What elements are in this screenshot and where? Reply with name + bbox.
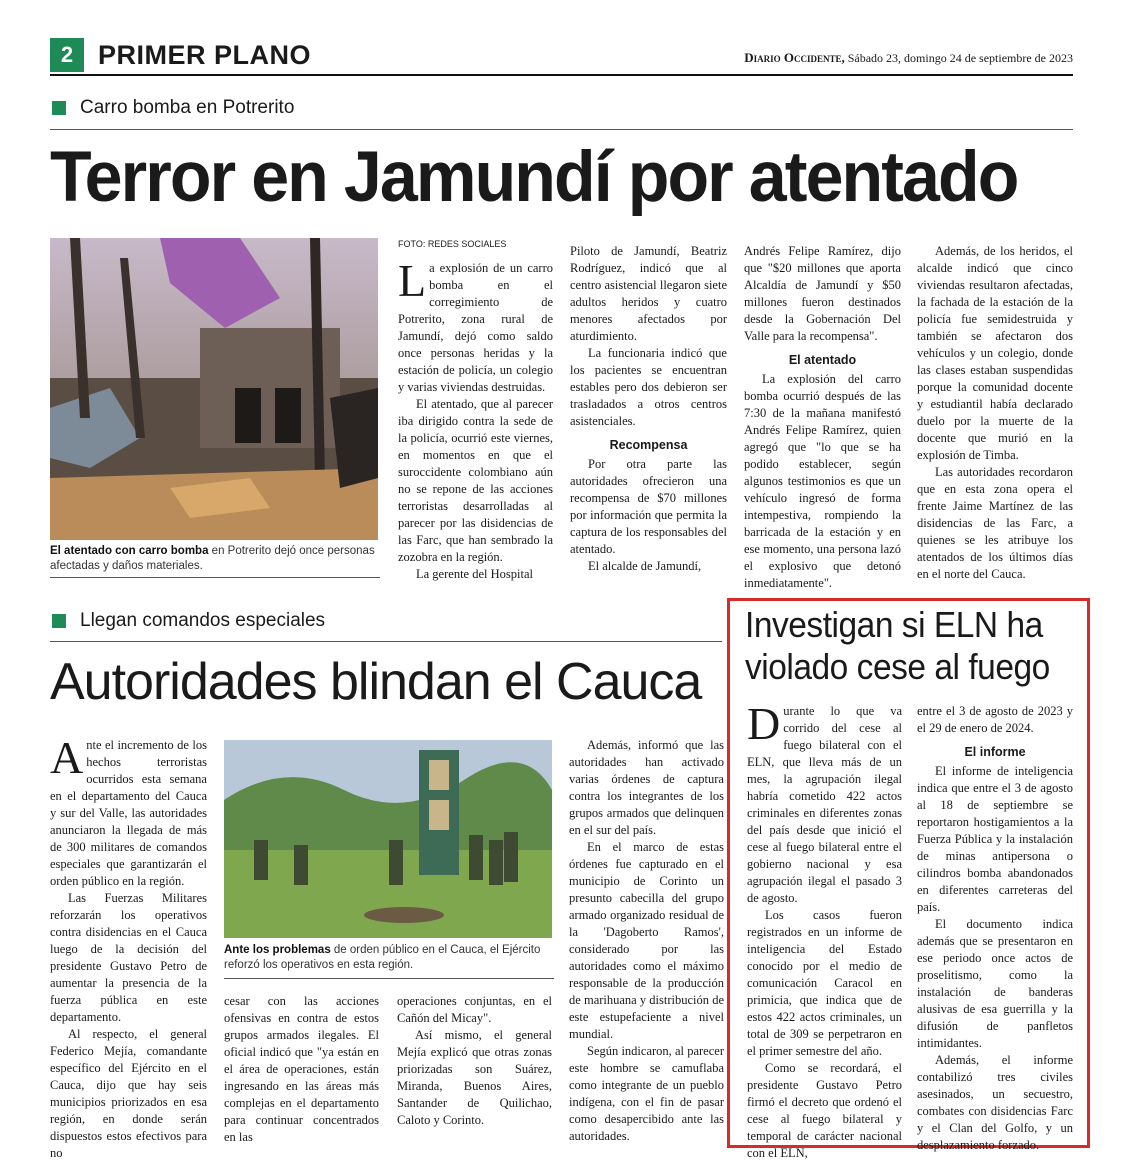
kicker-square-icon bbox=[52, 101, 66, 115]
paragraph: Los casos fueron registrados en un informe de inteligencia del Estado conocido por el medio de comunicación Caracol en primicia, que indica que de estos 422 actos criminales, un total de 309 se perpetraron en el primer semestre del año. bbox=[747, 908, 902, 1058]
paragraph: operaciones conjuntas, en el Cañón del Micay". bbox=[397, 994, 552, 1025]
caption-text: de orden público en el Cauca, el Ejército reforzó los operativos en esta región. bbox=[224, 944, 541, 971]
story1-column-2 bbox=[570, 243, 727, 575]
story1-column-3 bbox=[744, 243, 901, 592]
drop-cap: D bbox=[747, 698, 781, 749]
soldiers-image bbox=[224, 740, 552, 938]
story3-column-2 bbox=[917, 703, 1073, 1154]
kicker-story2 bbox=[52, 610, 325, 632]
kicker-rule bbox=[50, 641, 722, 642]
caption-rule bbox=[224, 978, 554, 979]
story3-column-1 bbox=[747, 698, 902, 1162]
caption-rule bbox=[50, 577, 380, 578]
caption-text: en Potrerito dejó once personas afectadas y daños materiales. bbox=[50, 545, 375, 572]
paragraph: urante lo que va corrido del cese al fuego bilateral con el ELN, que lleva más de un mes, la agrupación ilegal habría cometido 422 actos criminales en diferentes zonas del país desde que inició el cese al fuego bilateral entre el gobierno nacional y esa agrupación ilegal el pasado 3 de agosto. bbox=[747, 704, 902, 905]
paragraph: Al respecto, el general Federico Mejía, comandante específico del Ejército en el Cauca, dijo que hay seis municipios priorizados en esa región, en donde serán dispuestos estos efectivos para no bbox=[50, 1027, 207, 1160]
subhead-recompensa: Recompensa bbox=[609, 438, 688, 452]
paragraph: El documento indica además que se presentaron en ese periodo once actos de proselitismo, como la instalación de banderas alusivas de esa guerrilla y la difusión de panfletos intimidantes. bbox=[917, 917, 1073, 1050]
photo-car-bomb-ruins bbox=[50, 238, 378, 540]
subhead-el-informe: El informe bbox=[964, 745, 1026, 759]
headline-terror-jamundi: Terror en Jamundí por atentado bbox=[50, 138, 1018, 217]
ruins-image bbox=[50, 238, 378, 540]
headline-autoridades-blindan: Autoridades blindan el Cauca bbox=[50, 653, 702, 711]
subhead-el-atentado: El atentado bbox=[788, 353, 857, 367]
paragraph: Por otra parte las autoridades ofrecieron una recompensa de $70 millones por información que permita la captura de los responsables del atentado. bbox=[570, 457, 727, 556]
paragraph: Además, informó que las autoridades han activado varias órdenes de captura contra los integrantes de los grupos armados que delinquen en el sur del país. bbox=[569, 738, 724, 837]
paragraph: Andrés Felipe Ramírez, dijo que "$20 millones que aporta Alcaldía de Jamundí y $50 millones fueron destinados desde la Gobernación Del Valle para la recompensa". bbox=[744, 244, 901, 343]
issue-date: Sábado 23, domingo 24 de septiembre de 2023 bbox=[844, 51, 1073, 65]
story2-column-4 bbox=[569, 737, 724, 1145]
paragraph: La explosión del carro bomba ocurrió después de las 7:30 de la mañana manifestó Andrés Felipe Ramírez, quien agregó que "lo que se ha podido establecer, según algunos testimonios es que un vehículo ingresó de forma intempestiva, rompiendo la barricada de la estación y en ese momento, una persona lazó el explosivo que detonó inmediatamente". bbox=[744, 372, 901, 590]
drop-cap: A bbox=[50, 732, 84, 783]
kicker-text: Carro bomba en Potrerito bbox=[80, 97, 295, 118]
paragraph: cesar con las acciones ofensivas en contra de estos grupos armados ilegales. El oficial indicó que "ya están en el área de operaciones, están ingresando en las áreas más complejas en el departamento para continuar concentrados en las bbox=[224, 994, 379, 1144]
headline-investigan-eln: Investigan si ELN ha violado cese al fuego bbox=[745, 604, 1050, 687]
masthead-date bbox=[744, 50, 1073, 66]
paragraph: Como se recordará, el presidente Gustavo Petro firmó el decreto que ordenó el cese al fuego bilateral y temporal de carácter nacional con el ELN, bbox=[747, 1061, 902, 1160]
story2-column-2 bbox=[224, 993, 379, 1146]
paragraph: Además, de los heridos, el alcalde indicó que cinco viviendas resultaron afectadas, la fachada de la estación de la policía fue semidestruida y también se afectaron dos vehículos y un colegio, donde las clases estaban suspendidas porque la comunidad docente y estudiantil había declarado duelo por la muerte de la docente que murió en la explosión de Timba. bbox=[917, 244, 1073, 462]
kicker-rule bbox=[50, 129, 1073, 130]
paragraph: entre el 3 de agosto de 2023 y el 29 de enero de 2024. bbox=[917, 704, 1073, 735]
photo-soldiers-training bbox=[224, 740, 552, 938]
drop-cap: L bbox=[398, 255, 427, 306]
photo-caption-story2 bbox=[224, 943, 554, 973]
photo-credit: FOTO: REDES SOCIALES bbox=[398, 239, 507, 249]
header-rule bbox=[50, 74, 1073, 76]
story2-column-1 bbox=[50, 732, 207, 1162]
paragraph: Las Fuerzas Militares reforzarán los operativos contra disidencias en el Cauca luego de la decisión del presidente Gustavo Petro de aumentar la presencia de la fuerza pública en este departamento. bbox=[50, 891, 207, 1024]
paragraph: La gerente del Hospital bbox=[416, 567, 533, 581]
paragraph: nte el incremento de los hechos terroristas ocurridos esta semana en el departamento del Cauca y sur del Valle, las autoridades anunciaron la llegada de más de 300 militares de comandos especiales que garantizarán el orden público en la región. bbox=[50, 738, 207, 888]
story1-column-1 bbox=[398, 255, 553, 583]
page-number: 2 bbox=[50, 38, 84, 72]
kicker-text: Llegan comandos especiales bbox=[80, 610, 326, 631]
caption-bold: El atentado con carro bomba bbox=[50, 545, 209, 557]
paragraph: Así mismo, el general Mejía explicó que otras zonas priorizadas son Suárez, Miranda, Buenos Aires, Santander de Quilichao, Caloto y Corinto. bbox=[397, 1028, 552, 1127]
kicker-square-icon bbox=[52, 614, 66, 628]
paragraph: Piloto de Jamundí, Beatriz Rodríguez, indicó que al centro asistencial llegaron siete adultos heridos y cuatro menores afectados por aturdimiento. bbox=[570, 244, 727, 343]
paragraph: El atentado, que al parecer iba dirigido contra la sede de la policía, ocurrió este viernes, en momentos en que el suroccidente colombiano aún no se repone de las acciones terroristas desarrolladas al parecer por las disidencias de las Farc, que han sembrado la zozobra en la región. bbox=[398, 397, 553, 564]
caption-bold: Ante los problemas bbox=[224, 944, 331, 956]
paragraph: La funcionaria indicó que los pacientes se encuentran estables pero dos debieron ser trasladados a otros centros asistenciales. bbox=[570, 346, 727, 428]
newspaper-name: Diario Occidente, bbox=[744, 50, 845, 65]
kicker-story1 bbox=[52, 97, 294, 119]
section-title: PRIMER PLANO bbox=[98, 40, 312, 70]
paragraph: Las autoridades recordaron que en esta zona opera el frente Jaime Martínez de las disidencias de las Farc, a quienes se les atribuye los atentados de los últimos días en el norte del Cauca. bbox=[917, 465, 1073, 581]
paragraph: a explosión de un carro bomba en el corregimiento de Potrerito, zona rural de Jamundí, dejó como saldo once personas heridas y la estación de policía, un colegio y varias viviendas destruidas. bbox=[398, 261, 553, 394]
paragraph: Según indicaron, al parecer este hombre se camuflaba como integrante de un pueblo indígena, con el fin de pasar como desapercibido ante las autoridades. bbox=[569, 1044, 724, 1143]
photo-caption-story1 bbox=[50, 544, 380, 574]
paragraph: El informe de inteligencia indica que entre el 3 de agosto al 18 de septiembre se reportaron hostigamientos a la Fuerza Pública y la instalación de minas antipersona o cilindros bomba abandonados en diferentes carreteras del país. bbox=[917, 764, 1073, 914]
paragraph: Además, el informe contabilizó tres civiles asesinados, un secuestro, combates con disidencias Farc y el Clan del Golfo, y un desplazamiento forzado. bbox=[917, 1053, 1073, 1152]
story1-column-4 bbox=[917, 243, 1073, 583]
paragraph: En el marco de estas órdenes fue capturado en el municipio de Corinto un presunto cabecilla del grupo armado organizado residual de la 'Dagoberto Ramos', considerado por las autoridades como el máximo responsable de la producción de marihuana y distribución de este estupefaciente a nivel mundial. bbox=[569, 840, 724, 1041]
paragraph: El alcalde de Jamundí, bbox=[588, 559, 702, 573]
story2-column-3 bbox=[397, 993, 552, 1129]
